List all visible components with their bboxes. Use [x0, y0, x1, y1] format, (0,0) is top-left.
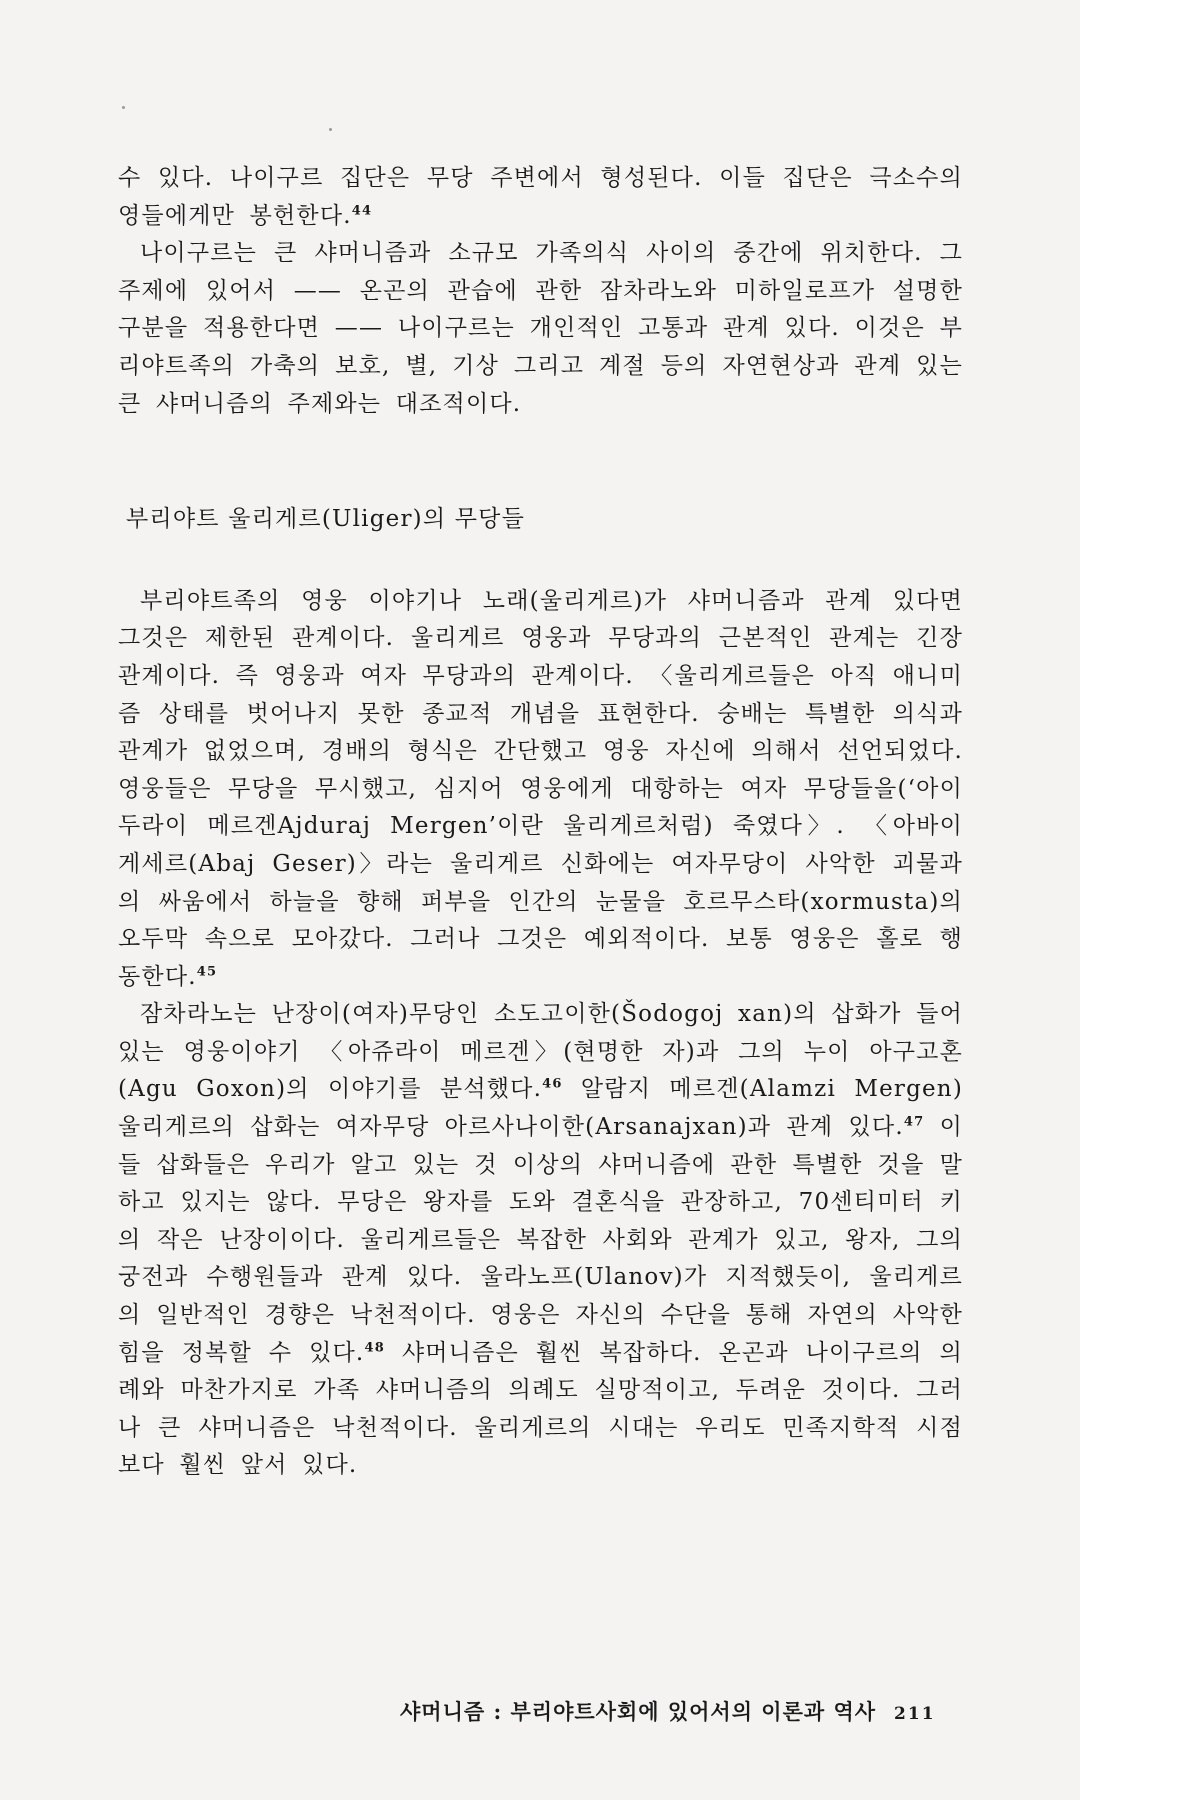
paragraph	[118, 996, 963, 1485]
page-number: 211	[894, 1704, 936, 1724]
text-run: 나이구르는 큰 샤머니즘과 소규모 가족의식 사이의 중간에 위치한다. 그 주제에 있어서 —— 온곤의 관습에 관한 잠차라노와 미하일로프가 설명한 구분을 적용한다면 —— 나이구르는 개인적인 고통과 관계 있다. 이것은 부리야트족의 가축의 보호, 별, 기상 그리고 계절 등의 자연현상과 관계 있는 큰 샤머니즘의 주제와는 대조적이다.	[118, 240, 963, 417]
paragraphs-after-heading	[118, 583, 963, 1485]
text-run: 샤머니즘은 훨씬 복잡하다. 온곤과 나이구르의 의례와 마찬가지로 가족 샤머니즘의 의례도 실망적이고, 두려운 것이다. 그러나 큰 샤머니즘은 낙천적이다. 울리게르의 시대는 우리도 민족지학적 시점보다 훨씬 앞서 있다.	[118, 1339, 964, 1479]
page-body	[118, 160, 963, 1485]
footnote-marker: 45	[196, 964, 218, 980]
scan-speck	[122, 106, 125, 109]
paragraph	[118, 160, 963, 235]
running-title: 샤머니즘 : 부리야트사회에 있어서의 이론과 역사	[400, 1699, 877, 1724]
section-heading: 부리야트 울리게르(Uliger)의 무당들	[126, 506, 526, 533]
footnote-marker: 48	[364, 1339, 385, 1355]
text-run: 알람지 메르겐(Alamzi Mergen)울리게르의 삽화는 여자무당 아르사나이한(Arsanajxan)과 관계 있다.	[118, 1076, 963, 1141]
paragraph	[118, 583, 963, 997]
footnote-marker: 46	[542, 1076, 563, 1092]
footnote-marker: 44	[351, 202, 373, 218]
text-run: 수 있다. 나이구르 집단은 무당 주변에서 형성된다. 이들 집단은 극소수의 영들에게만 봉헌한다.	[118, 165, 963, 229]
footnote-marker: 47	[903, 1114, 925, 1130]
paragraphs-before-heading	[118, 160, 963, 423]
paragraph	[118, 235, 963, 423]
text-run: 부리야트족의 영웅 이야기나 노래(울리게르)가 샤머니즘과 관계 있다면 그것은 제한된 관계이다. 울리게르 영웅과 무당과의 근본적인 관계는 긴장 관계이다. 즉 영웅과 여자 무당과의 관계이다. 〈울리게르들은 아직 애니미즘 상태를 벗어나지 못한 종교적 개념을 표현한다. 숭배는 특별한 의식과 관계가 없었으며, 경배의 형식은 간단했고 영웅 자신에 의해서 선언되었다. 영웅들은 무당을 무시했고, 심지어 영웅에게 대항하는 여자 무당들을(‘아이두라이 메르겐Ajduraj Mergen’이란 울리게르처럼) 죽였다〉. 〈아바이 게세르(Abaj Geser)〉라는 울리게르 신화에는 여자무당이 사악한 괴물과의 싸움에서 하늘을 향해 퍼부을 인간의 눈물을 호르무스타(xormusta)의 오두막 속으로 모아갔다. 그러나 그것은 예외적이다. 보통 영웅은 홀로 행동한다.	[118, 587, 963, 990]
scan-speck	[329, 128, 332, 131]
text-run: 이들 삽화들은 우리가 알고 있는 것 이상의 샤머니즘에 관한 특별한 것을 말하고 있지는 않다. 무당은 왕자를 도와 결혼식을 관장하고, 70센티미터 키의 작은 난장이이다. 울리게르들은 복잡한 사회와 관계가 있고, 왕자, 그의 궁전과 수행원들과 관계 있다. 울라노프(Ulanov)가 지적했듯이, 울리게르의 일반적인 경향은 낙천적이다. 영웅은 자신의 수단을 통해 자연의 사악한 힘을 정복할 수 있다.	[118, 1114, 963, 1366]
page-footer	[400, 1696, 960, 1726]
text-run: 잠차라노는 난장이(여자)무당인 소도고이한(Šodogoj xan)의 삽화가 들어 있는 영웅이야기 〈아쥬라이 메르겐〉(현명한 자)과 그의 누이 아구고혼(Agu Goxon)의 이야기를 분석했다.	[118, 1001, 963, 1103]
